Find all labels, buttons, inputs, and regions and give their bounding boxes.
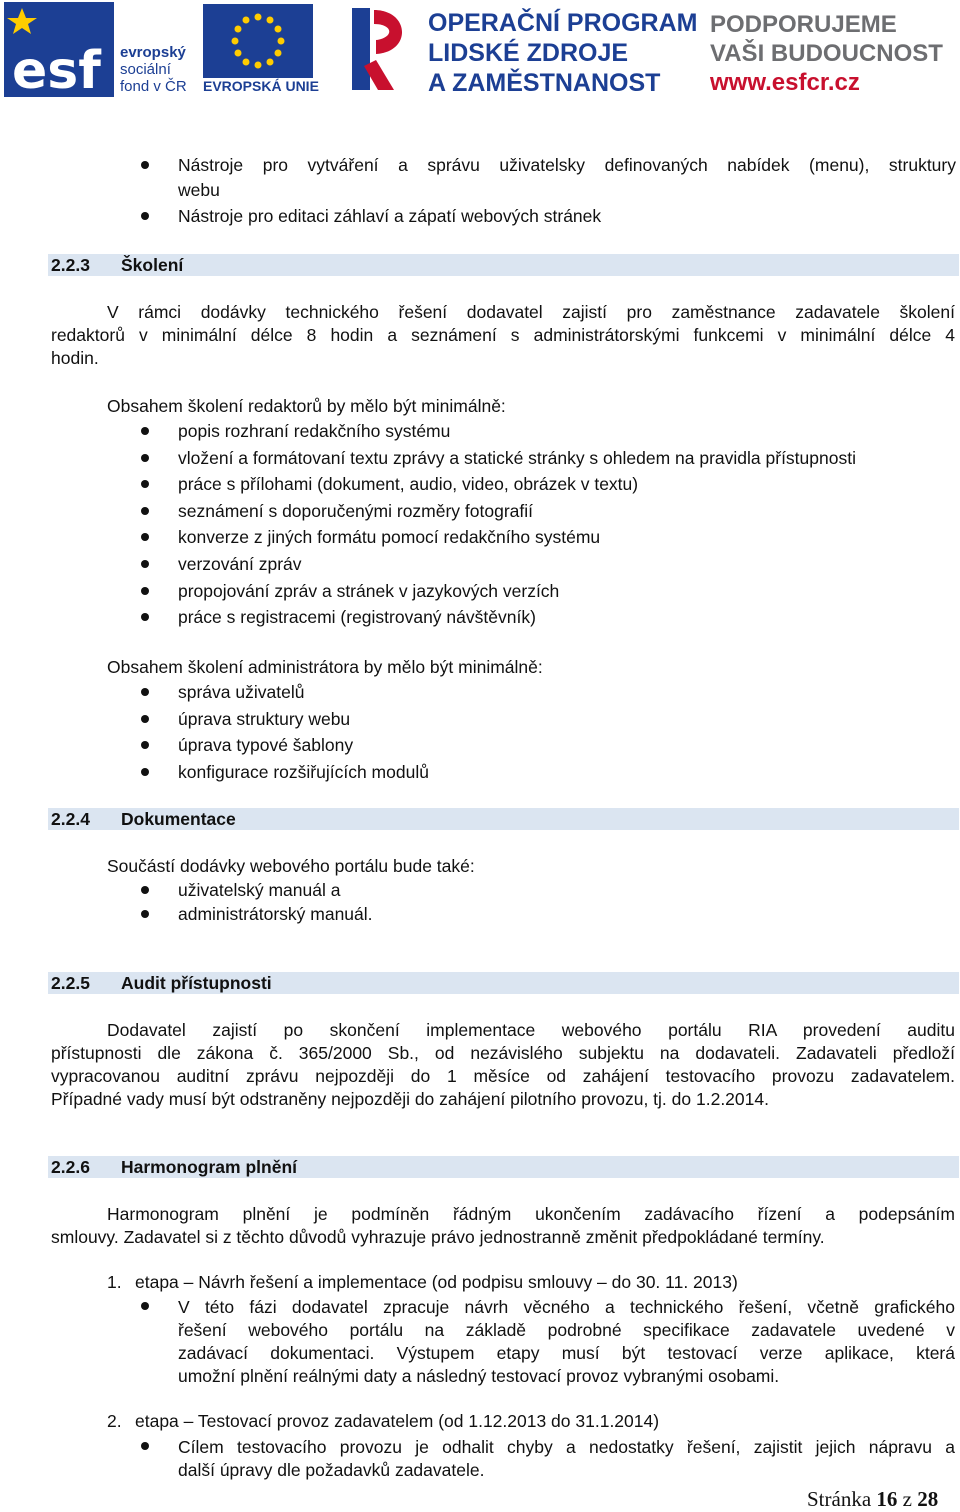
list-item: administrátorský manuál.: [178, 904, 373, 924]
bullet-icon: [141, 715, 149, 723]
list-item: úprava struktury webu: [178, 709, 351, 729]
bullet-icon: [141, 741, 149, 749]
paragraph-line: smlouvy. Zadavatel si z těchto důvodů vyhrazuje právo jednostranně změnit předpokládané termíny.: [51, 1227, 825, 1247]
stage-title: etapa – Návrh řešení a implementace (od podpisu smlouvy – do 30. 11. 2013): [135, 1272, 738, 1292]
page-separator: z: [902, 1487, 912, 1511]
bullet-icon: [141, 910, 149, 918]
paragraph-line: další úpravy dle požadavků zadavatele.: [178, 1460, 485, 1480]
current-page: 16: [876, 1487, 898, 1511]
stage-title: etapa – Testovací provoz zadavatelem (od 1.12.2013 do 31.1.2014): [135, 1411, 660, 1431]
section-number: 2.2.5: [51, 973, 90, 993]
bullet-icon: [141, 427, 149, 435]
program-title: [428, 8, 697, 98]
eu-label: EVROPSKÁ UNIE: [203, 78, 319, 94]
bullet-icon: [141, 768, 149, 776]
paragraph-line: řešení webového portálu na základě podrobné specifikace zadavatele uvedené v: [178, 1320, 955, 1340]
stage-description: [178, 1296, 955, 1388]
list-item: uživatelský manuál a: [178, 880, 341, 900]
program-line-2: LIDSKÉ ZDROJE: [428, 39, 629, 67]
list-item: konverze z jiných formátu pomocí redakčního systému: [178, 527, 601, 547]
op-logo-mark: [350, 6, 414, 92]
support-line-2: VAŠI BUDOUCNOST: [710, 40, 943, 67]
paragraph-line: vypracovanou auditní zprávu nejpozději do 1 měsíce od zahájení testovacího provozu zadavatelem.: [51, 1066, 955, 1086]
paragraph-line: zadávací dokumentaci. Výstupem etapy musí být testovací verze aplikace, která: [178, 1343, 955, 1363]
paragraph-line: redaktorů v minimální délce 8 hodin a seznámení s administrátorskými funkcemi v minimální délce 4: [51, 325, 955, 345]
bullet-icon: [141, 454, 149, 462]
program-line-3: A ZAMĚSTNANOST: [428, 69, 661, 97]
esf-line-1: evropský: [120, 44, 186, 61]
stage-number: 1.: [107, 1272, 122, 1292]
list-item: Nástroje pro vytváření a správu uživatelsky definovaných nabídek (menu), struktury: [178, 155, 956, 175]
paragraph-line: přístupnosti dle zákona č. 365/2000 Sb., od nezávislého subjektu na dodavateli. Zadavateli předloží: [51, 1043, 955, 1063]
esf-url-link[interactable]: www.esfcr.cz: [710, 69, 860, 96]
list-item: konfigurace rozšiřujících modulů: [178, 762, 429, 782]
section-number: 2.2.4: [51, 809, 90, 829]
list-item-continued: webu: [178, 180, 220, 200]
bullet-icon: [141, 212, 149, 220]
bullet-icon: [141, 1442, 149, 1450]
bullet-icon: [141, 161, 149, 169]
admin-intro: Obsahem školení administrátora by mělo být minimálně:: [107, 657, 543, 677]
bullet-icon: [141, 480, 149, 488]
section-number: 2.2.3: [51, 255, 90, 275]
section-paragraph: [51, 1019, 955, 1111]
paragraph-line: Cílem testovacího provozu je odhalit chyby a nedostatky řešení, zajistit jejich nápravu a: [178, 1437, 955, 1457]
list-item: verzování zpráv: [178, 554, 302, 574]
paragraph-line: V rámci dodávky technického řešení dodavatel zajistí pro zaměstnance zadavatele školení: [107, 302, 955, 322]
support-line-1: PODPORUJEME: [710, 11, 897, 38]
section-title: Harmonogram plnění: [121, 1157, 297, 1177]
total-pages: 28: [917, 1487, 939, 1511]
page-number: [807, 1487, 938, 1512]
paragraph-line: Harmonogram plnění je podmíněn řádným ukončením zadávacího řízení a podepsáním: [107, 1204, 955, 1224]
stage-number: 2.: [107, 1411, 122, 1431]
support-slogan: [710, 10, 943, 97]
list-item: seznámení s doporučenými rozměry fotografií: [178, 501, 534, 521]
list-item: popis rozhraní redakčního systému: [178, 421, 451, 441]
documentation-intro: Součástí dodávky webového portálu bude také:: [107, 856, 475, 876]
section-title: Školení: [121, 255, 184, 275]
list-item: práce s registracemi (registrovaný návštěvník): [178, 607, 536, 627]
paragraph-line: hodin.: [51, 348, 99, 368]
list-item: vložení a formátovaní textu zprávy a statické stránky s ohledem na pravidla přístupnosti: [178, 448, 856, 468]
esf-mark: esf: [12, 41, 101, 97]
esf-logo: [4, 2, 194, 97]
bullet-icon: [141, 533, 149, 541]
esf-line-2: sociální: [120, 61, 171, 78]
list-item: správa uživatelů: [178, 682, 305, 702]
editors-intro: Obsahem školení redaktorů by mělo být minimálně:: [107, 396, 506, 416]
section-title: Dokumentace: [121, 809, 236, 829]
esf-line-3: fond v ČR: [120, 78, 187, 95]
bullet-icon: [141, 507, 149, 515]
page-prefix: Stránka: [807, 1487, 872, 1511]
program-line-1: OPERAČNÍ PROGRAM: [428, 9, 698, 37]
paragraph-line: V této fázi dodavatel zpracuje návrh věcného a technického řešení, včetně grafického: [178, 1297, 955, 1317]
list-item: úprava typové šablony: [178, 735, 354, 755]
bullet-icon: [141, 688, 149, 696]
bullet-icon: [141, 1302, 149, 1310]
list-item: Nástroje pro editaci záhlaví a zápatí webových stránek: [178, 206, 602, 226]
section-number: 2.2.6: [51, 1157, 90, 1177]
bullet-icon: [141, 613, 149, 621]
list-item: propojování zpráv a stránek v jazykových verzích: [178, 581, 560, 601]
page-header: [0, 0, 960, 100]
eu-flag: [203, 4, 313, 78]
bullet-icon: [141, 886, 149, 894]
paragraph-line: Případné vady musí být odstraněny nejpozději do zahájení pilotního provozu, tj. do 1.2.2014.: [51, 1089, 769, 1109]
list-item: práce s přílohami (dokument, audio, video, obrázek v textu): [178, 474, 639, 494]
section-paragraph: [51, 1203, 955, 1249]
stage-description: [178, 1436, 955, 1482]
section-title: Audit přístupnosti: [121, 973, 272, 993]
section-heading-bar: [48, 254, 959, 276]
bullet-icon: [141, 587, 149, 595]
section-paragraph: [51, 301, 955, 370]
bullet-icon: [141, 560, 149, 568]
paragraph-line: umožní plnění reálnými daty a následný testovací provoz vybranými osobami.: [178, 1366, 780, 1386]
paragraph-line: Dodavatel zajistí po skončení implementace webového portálu RIA provedení auditu: [107, 1020, 955, 1040]
